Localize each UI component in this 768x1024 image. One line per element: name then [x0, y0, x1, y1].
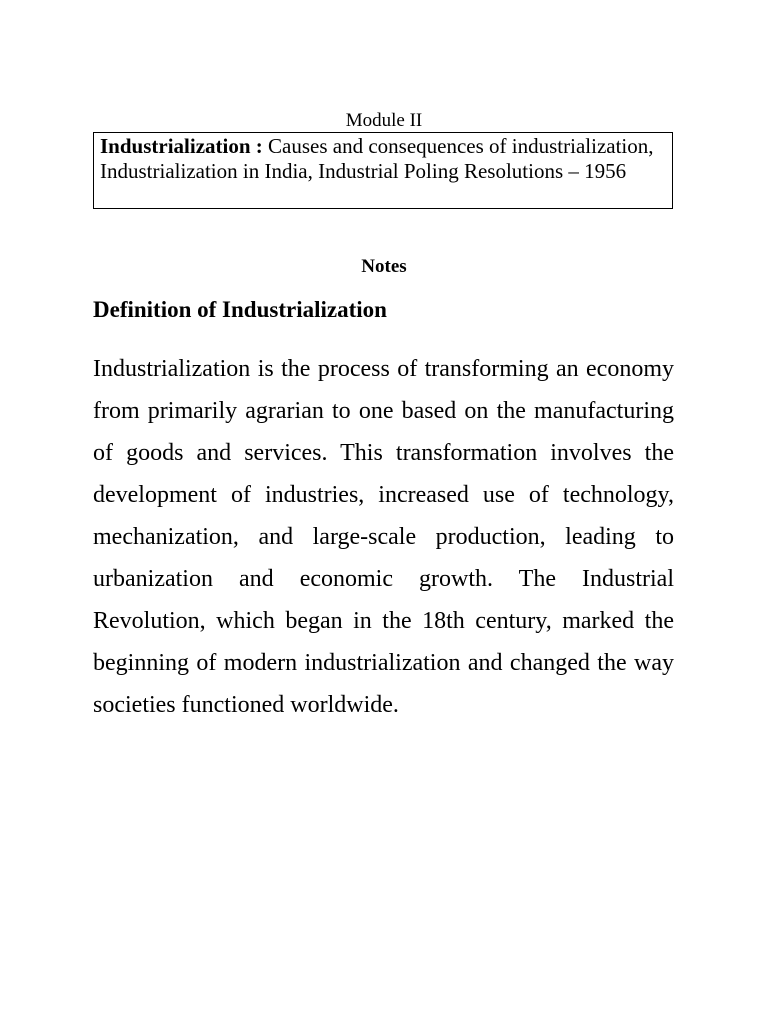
notes-heading: Notes: [361, 256, 407, 277]
syllabus-text: Causes and consequences of industrialization, Industrialization in India, Industrial Poling Resolutions – 1956: [100, 134, 654, 183]
section-title: Definition of Industrialization: [93, 297, 387, 322]
module-label: Module II: [345, 110, 423, 131]
syllabus-title: Industrialization :: [100, 134, 263, 158]
definition-paragraph: Industrialization is the process of transforming an economy from primarily agrarian to one based on the manufacturing of goods and services. This transformation involves the development of industries, increased use of technology, mechanization, and large-scale production, leading to urbanization and economic growth. The Industrial Revolution, which began in the 18th century, marked the beginning of modern industrialization and changed the way societies functioned worldwide.: [93, 356, 674, 718]
syllabus-box: [93, 132, 673, 209]
